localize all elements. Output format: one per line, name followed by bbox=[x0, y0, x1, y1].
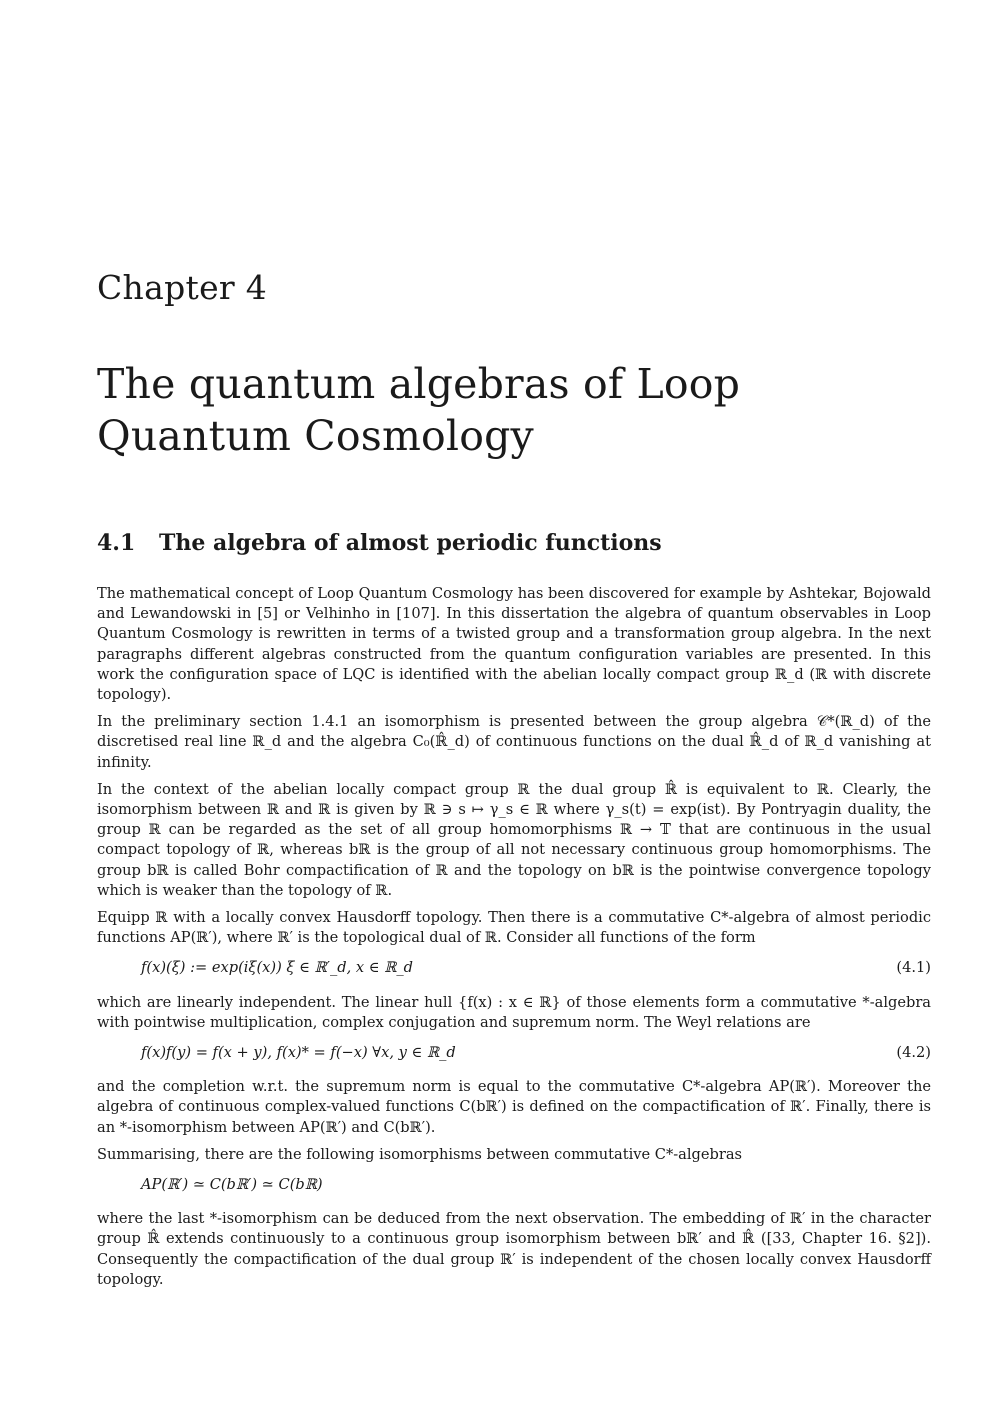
paragraph: which are linearly independent. The linear hull {f(x) : x ∈ ℝ} of those elements form a commutative *-algebra with pointwise multiplication, complex conjugation and supremum norm. The Weyl relations are bbox=[97, 993, 931, 1031]
paragraph: In the preliminary section 1.4.1 an isomorphism is presented between the group algebra 𝒞*(ℝ_d) of the discretised real line ℝ_d and the algebra C₀(ℝ̂_d) of continuous functions on the dual ℝ̂_d of ℝ_d vanishing at infinity. bbox=[97, 713, 931, 771]
paragraph: The mathematical concept of Loop Quantum Cosmology has been discovered for example by Ashtekar, Bojowald and Lewandowski in [5] or Velhinho in [107]. In this dissertation the algebra of quantum observables in Loop Quantum Cosmology is rewritten in terms of a twisted group and a transformation group algebra. In the next paragraphs different algebras constructed from the quantum configuration variables are presented. In this work the configuration space of LQC is identified with the abelian locally compact group ℝ_d (ℝ with discrete topology). bbox=[97, 585, 931, 704]
section-heading bbox=[97, 530, 662, 556]
paragraph: where the last *-isomorphism can be deduced from the next observation. The embedding of ℝ′ in the character group ℝ̂ extends continuously to a continuous group isomorphism between bℝ′ and ℝ̂ ([33, Chapter 16. §2]). Consequently the compactification of the dual group ℝ′ is independent of the chosen locally convex Hausdorff topology. bbox=[97, 1210, 931, 1288]
equation-4-1 bbox=[97, 958, 931, 978]
equation-text: f(x)(ξ) := exp(iξ(x)) ξ ∈ ℝ′_d, x ∈ ℝ_d bbox=[141, 959, 413, 977]
paragraph: Equipp ℝ with a locally convex Hausdorff topology. Then there is a commutative C*-algebra of almost periodic functions AP(ℝ′), where ℝ′ is the topological dual of ℝ. Consider all functions of the form bbox=[97, 909, 931, 947]
paragraph: Summarising, there are the following isomorphisms between commutative C*-algebras bbox=[97, 1145, 743, 1163]
equation-isomorphisms bbox=[97, 1175, 931, 1195]
section-number: 4.1 bbox=[97, 530, 136, 556]
equation-4-2 bbox=[97, 1043, 931, 1063]
paragraph: and the completion w.r.t. the supremum norm is equal to the commutative C*-algebra AP(ℝ′). Moreover the algebra of continuous complex-valued functions C(bℝ′) is defined on the compactification of ℝ′. Finally, there is an *-isomorphism between AP(ℝ′) and C(bℝ′). bbox=[97, 1078, 931, 1136]
paragraph: In the context of the abelian locally compact group ℝ the dual group ℝ̂ is equivalent to ℝ. Clearly, the isomorphism between ℝ and ℝ is given by ℝ ∋ s ↦ γ_s ∈ ℝ where γ_s(t) = exp(ist). By Pontryagin duality, the group ℝ can be regarded as the set of all group homomorphisms ℝ → 𝕋 that are continuous in the usual compact topology of ℝ, whereas bℝ is the group of all not necessary continuous group homomorphisms. The group bℝ is called Bohr compactification of ℝ and the topology on bℝ is the pointwise convergence topology which is weaker than the topology of ℝ. bbox=[97, 780, 931, 899]
equation-number: (4.2) bbox=[896, 1044, 931, 1062]
equation-text: AP(ℝ′) ≃ C(bℝ′) ≃ C(bℝ) bbox=[141, 1176, 323, 1194]
chapter-label: Chapter 4 bbox=[97, 268, 268, 307]
chapter-title: The quantum algebras of Loop Quantum Cosmology bbox=[97, 360, 741, 460]
section-body bbox=[97, 584, 931, 1297]
equation-text: f(x)f(y) = f(x + y), f(x)* = f(−x) ∀x, y ∈ ℝ_d bbox=[141, 1044, 456, 1062]
equation-number: (4.1) bbox=[896, 959, 931, 977]
section-title: The algebra of almost periodic functions bbox=[159, 530, 662, 556]
